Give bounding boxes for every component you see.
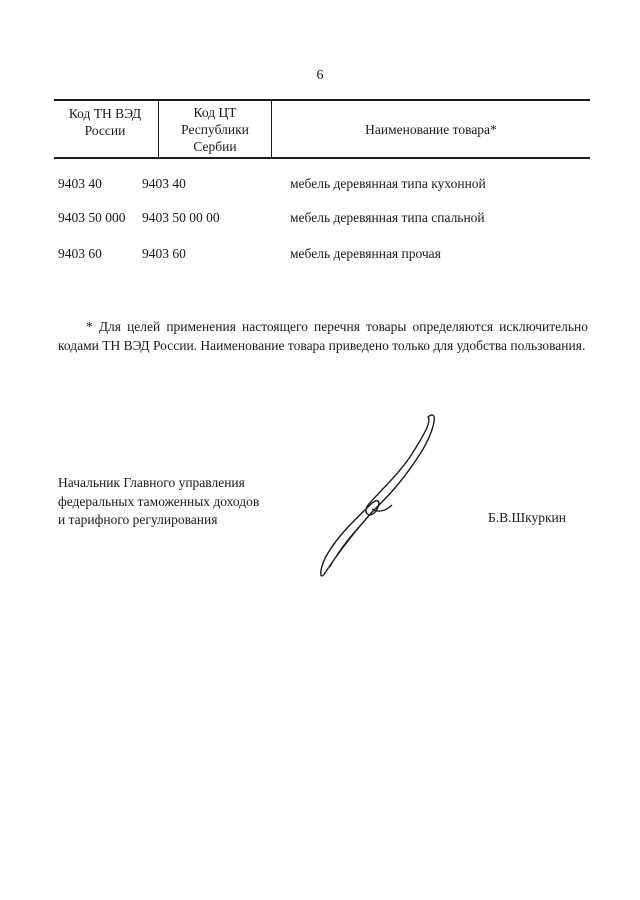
cell-serbia-code: 9403 40: [142, 176, 186, 191]
signer-title-line: Начальник Главного управления: [58, 475, 245, 490]
header-line: Наименование товара*: [365, 121, 497, 137]
cell-tnved-code: 9403 50 000: [58, 210, 126, 225]
cell-serbia-code: 9403 50 00 00: [142, 210, 220, 225]
signer-title: [58, 474, 338, 530]
header-tnved-code: [54, 101, 156, 157]
cell-tnved-code: 9403 40: [58, 176, 102, 191]
cell-product-name: мебель деревянная типа спальной: [290, 210, 485, 225]
footnote: * Для целей применения настоящего перечня товары определяются исключительно кодами ТН ВЭД России. Наименование товара приведено только для удобства пользования.: [58, 319, 588, 353]
table-row: [0, 246, 640, 264]
header-line: Республики: [181, 121, 249, 137]
cell-serbia-code: 9403 60: [142, 246, 186, 261]
page-number: 6: [316, 68, 324, 83]
header-product-name: [272, 101, 590, 157]
signer-title-line: федеральных таможенных доходов: [58, 493, 260, 509]
table-row: [0, 176, 640, 194]
header-line: Код ТН ВЭД: [68, 106, 142, 121]
header-line: Код ЦТ: [193, 104, 237, 120]
cell-product-name: мебель деревянная прочая: [290, 246, 441, 261]
handwritten-signature: [300, 405, 450, 585]
header-serbia-code: [158, 101, 272, 157]
cell-product-name: мебель деревянная типа кухонной: [290, 176, 486, 191]
signer-title-line: и тарифного регулирования: [58, 512, 218, 527]
table-row: [0, 210, 640, 228]
cell-tnved-code: 9403 60: [58, 246, 102, 261]
header-line: России: [84, 123, 126, 138]
header-line: Сербии: [193, 138, 237, 154]
table-header: [54, 99, 590, 159]
signer-name: Б.В.Шкуркин: [488, 510, 567, 525]
